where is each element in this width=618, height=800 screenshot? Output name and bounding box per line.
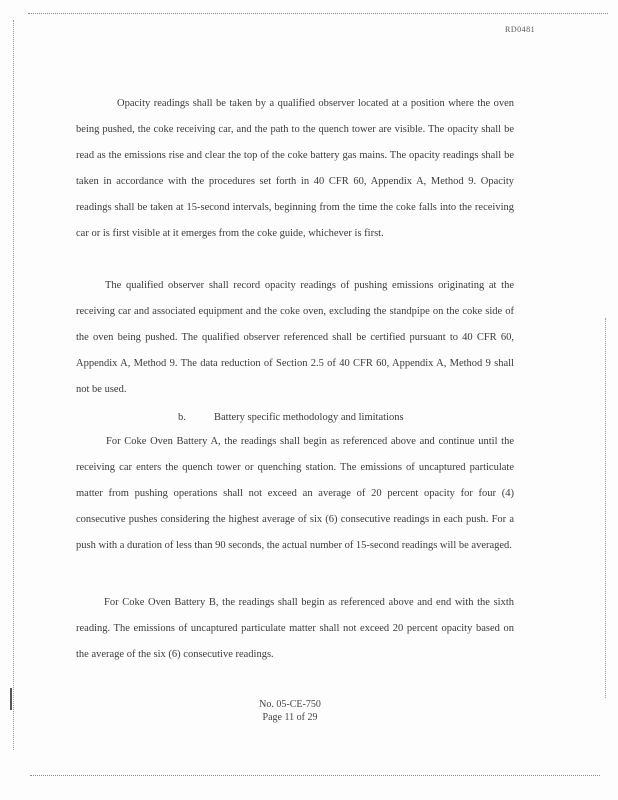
- page-number: Page 11 of 29: [262, 712, 318, 723]
- scan-edge-left: [13, 20, 14, 750]
- paragraph-observer-record: The qualified observer shall record opacity readings of pushing emissions originating at the receiving car and associated equipment and the coke oven, excluding the standpipe on the coke side of the oven being pushed. The qualified observer referenced shall be certified pursuant to 40 CFR 60, Appendix A, Method 9. The data reduction of Section 2.5 of 40 CFR 60, Appendix A, Method 9 shall not be used.: [76, 280, 514, 395]
- paragraph-opacity-readings: Opacity readings shall be taken by a qualified observer located at a position where the oven being pushed, the coke receiving car, and the path to the quench tower are visible. The opacity shall be read as the emissions rise and clear the top of the coke battery gas mains. The opacity readings shall be taken in accordance with the procedures set forth in 40 CFR 60, Appendix A, Method 9. Opacity readings shall be taken at 15-second intervals, beginning from the time the coke falls into the receiving car or is first visible at it emerges from the coke guide, whichever is first.: [76, 98, 514, 239]
- section-heading-text: Battery specific methodology and limitations: [214, 412, 404, 423]
- scan-edge-bottom: [30, 775, 600, 776]
- scan-edge-top: [28, 13, 608, 14]
- page-footer: [210, 698, 370, 724]
- paragraph-battery-a: For Coke Oven Battery A, the readings shall begin as referenced above and continue until the receiving car enters the quench tower or quenching station. The emissions of uncaptured particulate matter from pushing operations shall not exceed an average of 20 percent opacity for four (4) consecutive pushes considering the highest average of six (6) consecutive readings in each push. For a push with a duration of less than 90 seconds, the actual number of 15-second readings will be averaged.: [76, 436, 514, 551]
- document-id: RD0481: [505, 25, 536, 34]
- scan-mark-left: [10, 688, 12, 710]
- section-heading: [178, 412, 404, 423]
- section-heading-number: b.: [178, 412, 186, 423]
- permit-number: No. 05-CE-750: [259, 699, 321, 710]
- scan-edge-right: [605, 318, 606, 698]
- paragraph-battery-b: For Coke Oven Battery B, the readings shall begin as referenced above and end with the sixth reading. The emissions of uncaptured particulate matter shall not exceed 20 percent opacity based on the average of the six (6) consecutive readings.: [76, 597, 514, 660]
